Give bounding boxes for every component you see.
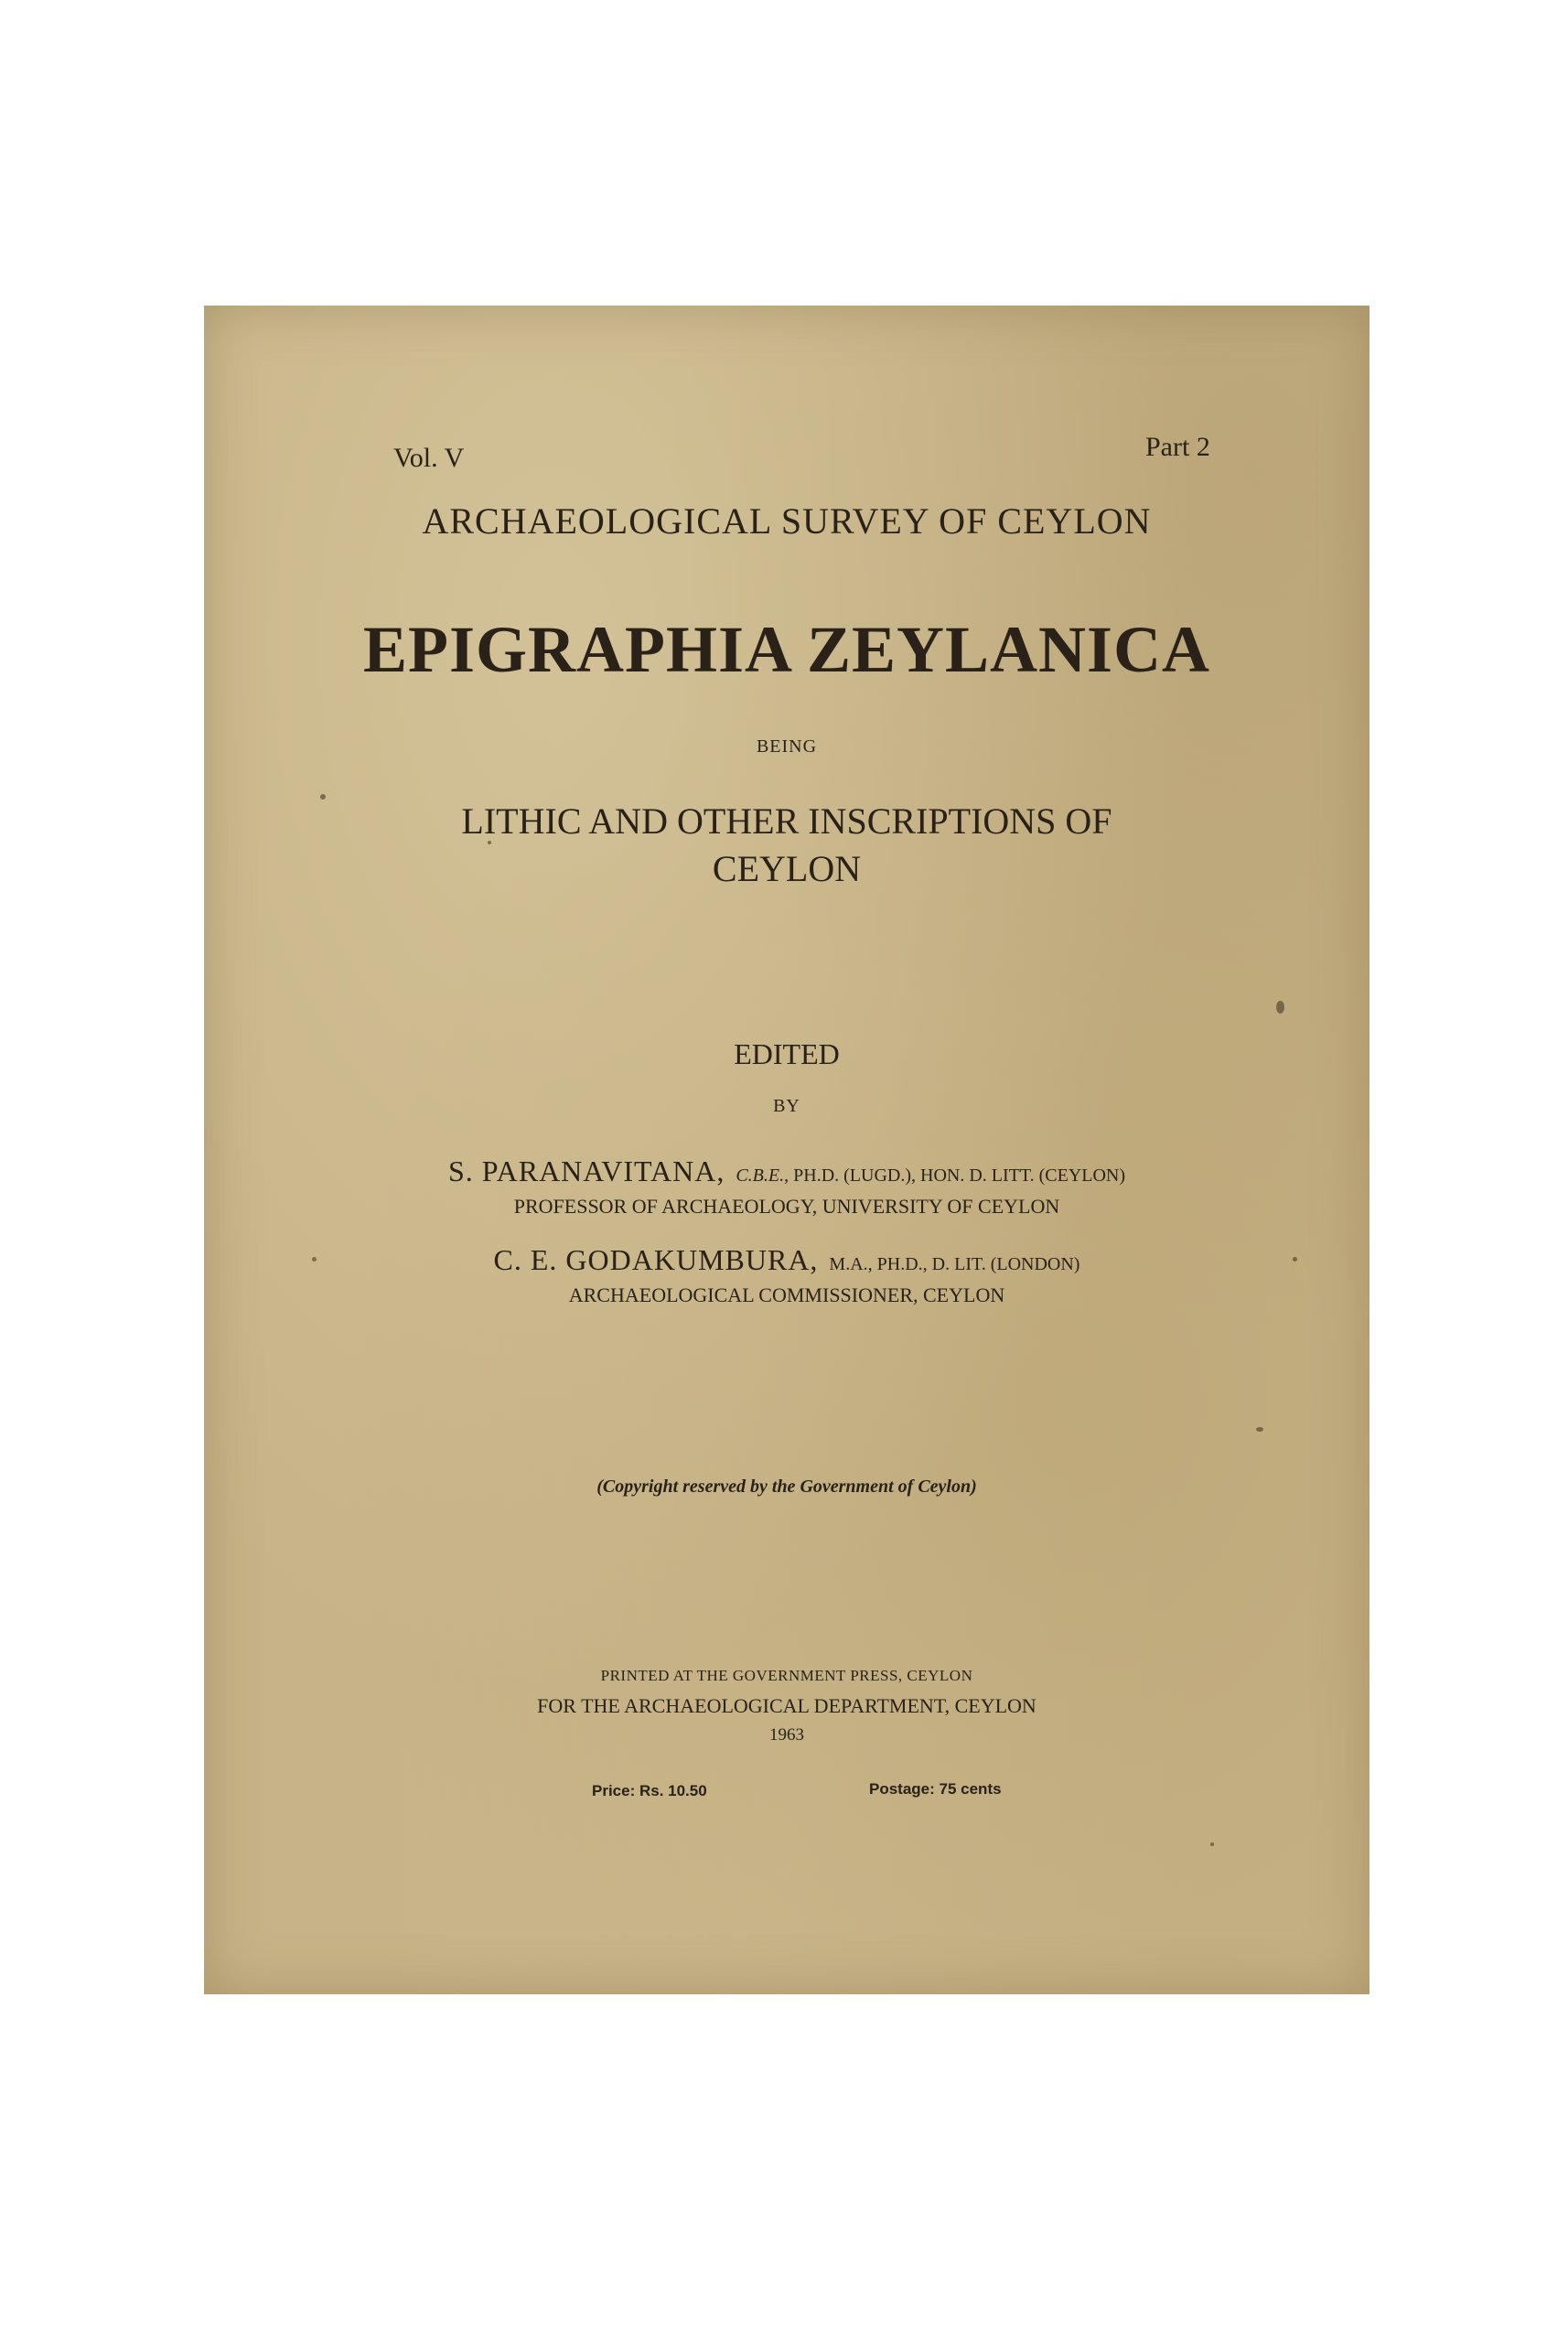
- being-label: BEING: [756, 736, 818, 757]
- editor-1-role: PROFESSOR OF ARCHAEOLOGY, UNIVERSITY OF CEYLON: [513, 1195, 1060, 1218]
- paper-speck: [1276, 1001, 1284, 1014]
- book-cover: [204, 306, 1369, 1994]
- by-label: BY: [773, 1096, 800, 1116]
- main-title: EPIGRAPHIA ZEYLANICA: [362, 613, 1211, 686]
- editor-2-role: ARCHAEOLOGICAL COMMISSIONER, CEYLON: [568, 1283, 1005, 1306]
- price-label: Price: Rs. 10.50: [592, 1782, 707, 1799]
- editor-2-credentials: M.A., PH.D., D. LIT. (LONDON): [829, 1254, 1080, 1274]
- edited-label: EDITED: [734, 1037, 840, 1070]
- printer-line-2: FOR THE ARCHAEOLOGICAL DEPARTMENT, CEYLON: [537, 1694, 1036, 1717]
- editor-2-name: C. E. GODAKUMBURA,: [493, 1243, 819, 1276]
- paper-speck: [1210, 1842, 1214, 1846]
- survey-heading: ARCHAEOLOGICAL SURVEY OF CEYLON: [422, 500, 1152, 542]
- publication-year: 1963: [769, 1725, 804, 1745]
- editor-1: [204, 1155, 1369, 1188]
- editor-2: [204, 1243, 1369, 1277]
- postage-label: Postage: 75 cents: [869, 1780, 1002, 1798]
- editor-1-credentials-italic: C.B.E.,: [736, 1165, 789, 1186]
- subtitle-line-1: LITHIC AND OTHER INSCRIPTIONS OF: [461, 800, 1112, 842]
- subtitle-line-2: CEYLON: [712, 848, 862, 889]
- part-label: Part 2: [1145, 432, 1210, 462]
- paper-speck: [1256, 1427, 1263, 1432]
- copyright-notice: (Copyright reserved by the Government of Ceylon): [596, 1477, 977, 1497]
- printer-line-1: PRINTED AT THE GOVERNMENT PRESS, CEYLON: [600, 1667, 973, 1684]
- volume-label: Vol. V: [393, 443, 465, 473]
- editor-1-credentials: [736, 1165, 1125, 1186]
- editor-1-name: S. PARANAVITANA,: [447, 1155, 725, 1187]
- editor-1-credentials-text: PH.D. (LUGD.), HON. D. LITT. (CEYLON): [793, 1165, 1126, 1186]
